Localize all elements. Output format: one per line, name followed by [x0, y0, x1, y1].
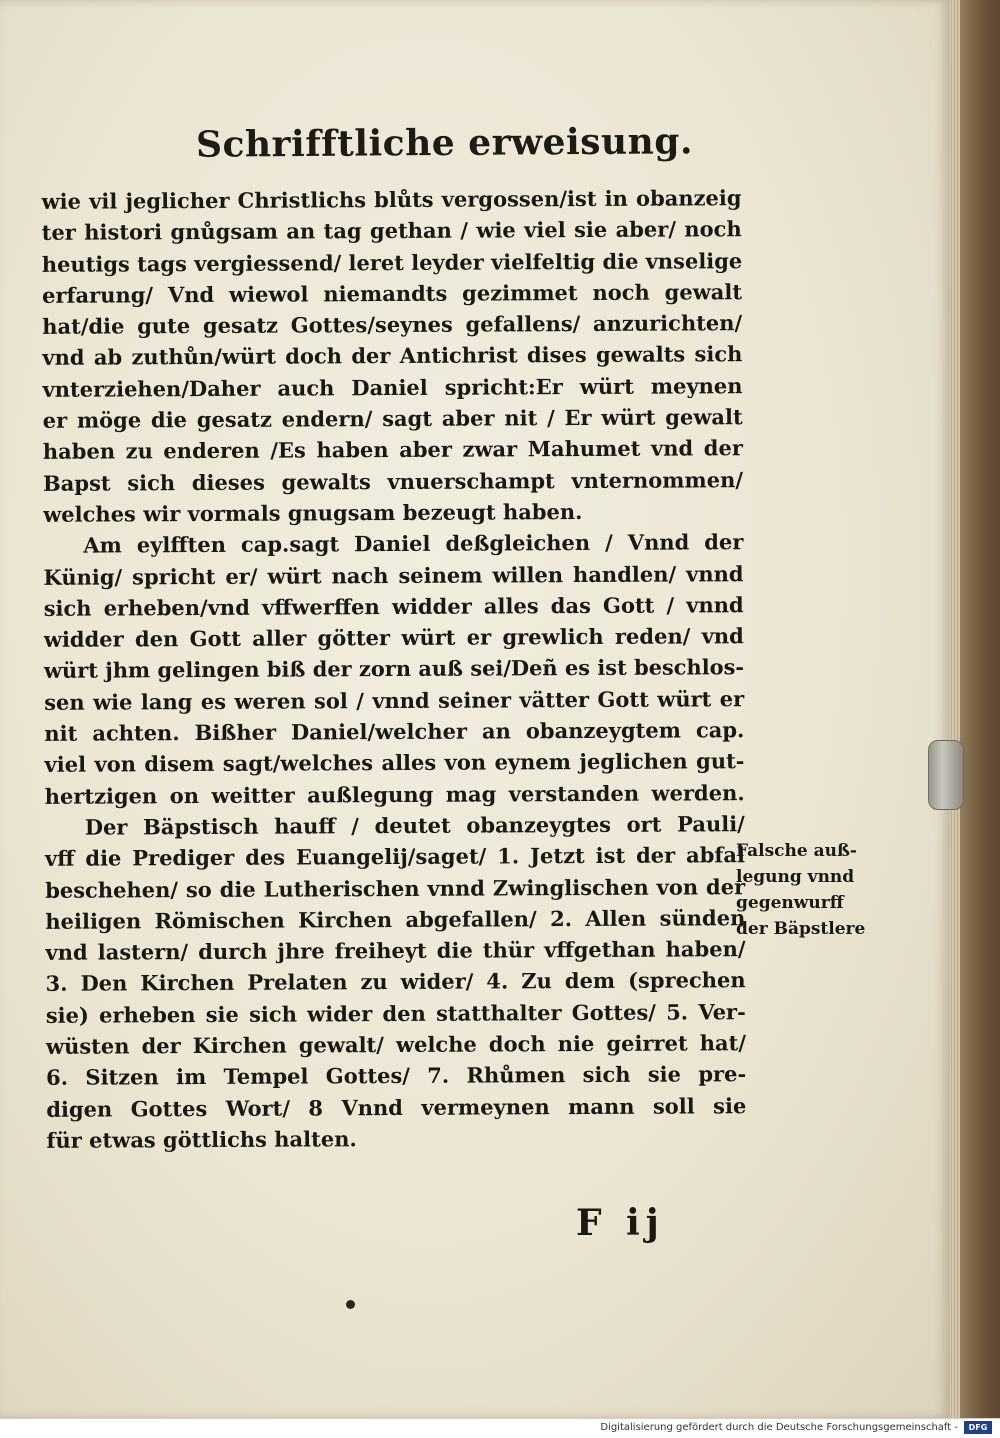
margin-note-line: der Bäpstlere	[736, 919, 866, 939]
text-line: vff die Prediger des Euangelij/saget/ 1. Jetzt ist der abfal	[44, 842, 746, 872]
text-line: hertzigen on weitter außlegung mag verstanden werden.	[44, 779, 745, 809]
text-line: haben zu enderen /Es haben aber zwar Mahumet vnd der	[42, 435, 743, 465]
text-line: hat/die gute gesatz Gottes/seynes gefallens/ anzurichten/	[42, 310, 743, 340]
text-line: ter histori gnůgsam an tag gethan / wie viel sie aber/ noch	[41, 216, 742, 246]
text-line: vnterziehen/Daher auch Daniel spricht:Er würt meynen	[42, 372, 743, 402]
text-line: 3. Den Kirchen Prelaten zu wider/ 4. Zu dem (sprechen	[45, 967, 746, 997]
dfg-logo[interactable]: DFG	[964, 1421, 992, 1434]
text-line: würt jhm gelingen biß der zorn auß sei/Deñ es ist beschlos-	[43, 654, 745, 684]
ink-dot	[346, 1300, 355, 1309]
text-line: vnd ab zuthůn/würt doch der Antichrist dises gewalts sich	[42, 341, 743, 371]
text-line: viel von disem sagt/welches alles von eynem jeglichen gut-	[44, 748, 745, 778]
text-line: vnd lastern/ durch jhre freiheyt die thür vffgethan haben/	[45, 936, 746, 965]
margin-note-line: Falsche auß-	[736, 841, 857, 861]
text-line: erfarung/ Vnd wiewol niemandts gezimmet noch gewalt	[41, 279, 743, 308]
signature-mark: F ij	[576, 1202, 665, 1244]
margin-note-line: gegenwurff	[736, 893, 844, 913]
margin-note-line: legung vnnd	[736, 867, 855, 887]
text-line: 6. Sitzen im Tempel Gottes/ 7. Rhůmen sich sie pre-	[46, 1061, 747, 1091]
text-line: beschehen/ so die Lutherischen vnnd Zwinglischen von der	[45, 873, 746, 903]
text-line: Der Bäpstisch hauff / deutet obanzeygtes ort Pauli/	[84, 811, 745, 840]
text-line: er möge die gesatz endern/ sagt aber nit / Er würt gewalt	[42, 404, 743, 433]
body-text	[41, 182, 746, 1156]
text-line: sen wie lang es weren sol / vnnd seiner vätter Gott würt er	[44, 685, 745, 715]
running-head: Schrifftliche erweisung.	[195, 120, 694, 166]
text-line: heiligen Römischen Kirchen abgefallen/ 2. Allen sünden	[45, 904, 746, 934]
text-line: wüsten der Kirchen gewalt/ welche doch nie geirret hat/	[45, 1030, 747, 1059]
footer-credit: Digitalisierung gefördert durch die Deutsche Forschungsgemeinschaft -	[600, 1422, 958, 1433]
text-line: Am eylfften cap.sagt Daniel deßgleichen / Vnnd der	[83, 529, 744, 558]
text-line: sich erheben/vnd vffwerffen widder alles das Gott / vnnd	[43, 592, 744, 621]
text-line: digen Gottes Wort/ 8 Vnnd vermeynen mann soll sie	[46, 1092, 747, 1122]
text-line: heutigs tags vergiessend/ leret leyder vielfeltig die vnselige	[41, 247, 743, 277]
margin-note	[736, 838, 886, 942]
text-line: Bapst sich dieses gewalts vnuerschampt vnternommen/	[42, 466, 744, 496]
text-line: widder den Gott aller götter würt er grewlich reden/ vnd	[43, 623, 744, 652]
text-line: Künig/ spricht er/ würt nach seinem willen handlen/ vnnd	[43, 560, 744, 590]
text-line: wie vil jeglicher Christlichs blůts vergossen/ist in obanzeig	[41, 185, 742, 214]
text-line: sie) erheben sie sich wider den statthalter Gottes/ 5. Ver-	[45, 998, 746, 1028]
text-line: für etwas göttlichs halten.	[46, 1126, 357, 1153]
text-line: welches wir vormals gnugsam bezeugt haben.	[43, 498, 583, 527]
page-clip	[928, 740, 964, 810]
text-line: nit achten. Bißher Daniel/welcher an obanzeygtem cap.	[44, 717, 745, 746]
